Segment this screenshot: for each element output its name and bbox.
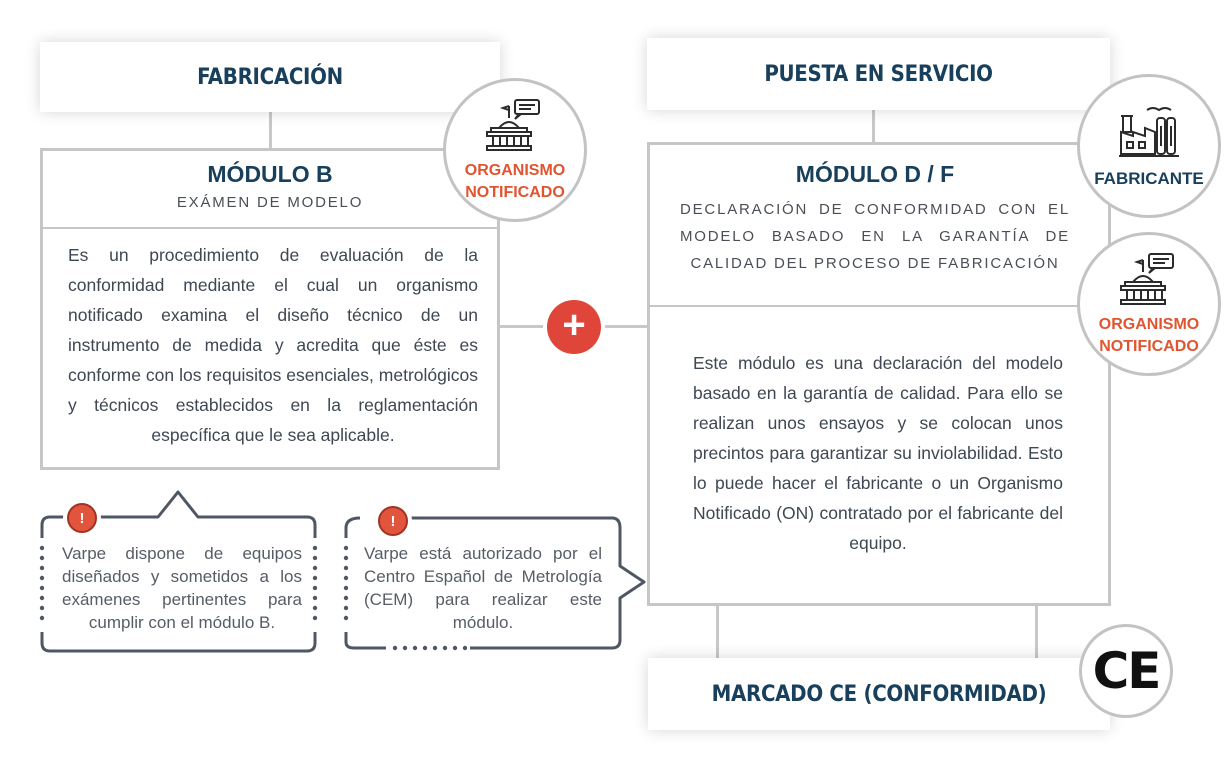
plus-connector: + [547,300,601,354]
organismo-notificado-badge-2 [1077,232,1221,376]
modulo-b-subtitle: EXÁMEN DE MODELO [176,194,364,211]
warning-icon-left: ! [67,503,97,533]
organismo-label-2-line1: ORGANISMO [1098,316,1200,333]
connector-mod-b-plus [498,325,550,328]
factory-icon [1119,106,1179,158]
connector-puesta-mod-df [872,108,875,144]
modulo-b-box [40,148,500,470]
puesta-title: PUESTA EN SERVICIO [764,61,993,87]
modulo-df-subtitle: DECLARACIÓN DE CONFORMIDAD CON EL MODELO BASADO EN LA GARANTÍA DE CALIDAD DEL PROCESO DE FABRICACIÓN [680,201,1070,272]
connector-mod-df-marcado-left [716,604,719,660]
organismo-label-2-line2: NOTIFICADO [1099,338,1199,355]
modulo-df-box [647,142,1111,606]
note-left-text: Varpe dispone de equipos diseñados y sometidos a los exámenes pertinentes para cumplir con el módulo B. [62,544,302,632]
organismo-notificado-badge-1 [443,78,587,222]
organismo-label-2 [1099,314,1199,358]
organismo-label-1 [465,160,565,204]
marcado-title: MARCADO CE (CONFORMIDAD) [711,681,1047,707]
warning-icon-right: ! [378,506,408,536]
fabricacion-title: FABRICACIÓN [197,64,343,90]
connector-fab-mod-b [269,112,272,150]
government-building-icon [485,98,545,154]
connector-mod-df-marcado-right [1035,604,1038,660]
fabricante-badge [1077,74,1221,218]
ce-mark-badge [1079,624,1173,718]
modulo-df-body: Este módulo es una declaración del modelo basado en la garantía de calidad. Para ello se realizan unos ensayos y se colocan unos precintos para garantizar su inviolabilidad. Esto lo puede hacer el fabricante o un Organismo Notificado (ON) contratado por el fabricante del equipo. [693,353,1063,553]
puesta-en-servicio-header [647,38,1110,110]
government-building-icon-2 [1119,252,1179,308]
modulo-b-header [43,151,497,229]
ce-mark-icon: CE [1092,642,1160,700]
modulo-b-body: Es un procedimiento de evaluación de la conformidad mediante el cual un organismo notificado examina el diseño técnico de un instrumento de medida y acredita que éste es conforme con los requisitos esenciales, metrológicos y técnicos establecidos en la reglamentación específica que le sea aplicable. [68,245,478,445]
note-right-text: Varpe está autorizado por el Centro Español de Metrología (CEM) para realizar este módulo. [364,544,602,632]
fabricacion-header [40,42,500,112]
connector-plus-mod-df [600,325,650,328]
marcado-ce-header [648,658,1110,730]
modulo-df-header [650,145,1108,307]
fabricante-label: FABRICANTE [1094,169,1204,188]
organismo-label-1-line1: ORGANISMO [464,162,566,179]
modulo-b-name: MÓDULO B [207,161,333,187]
organismo-label-1-line2: NOTIFICADO [465,184,565,201]
modulo-df-name: MÓDULO D / F [795,161,955,187]
